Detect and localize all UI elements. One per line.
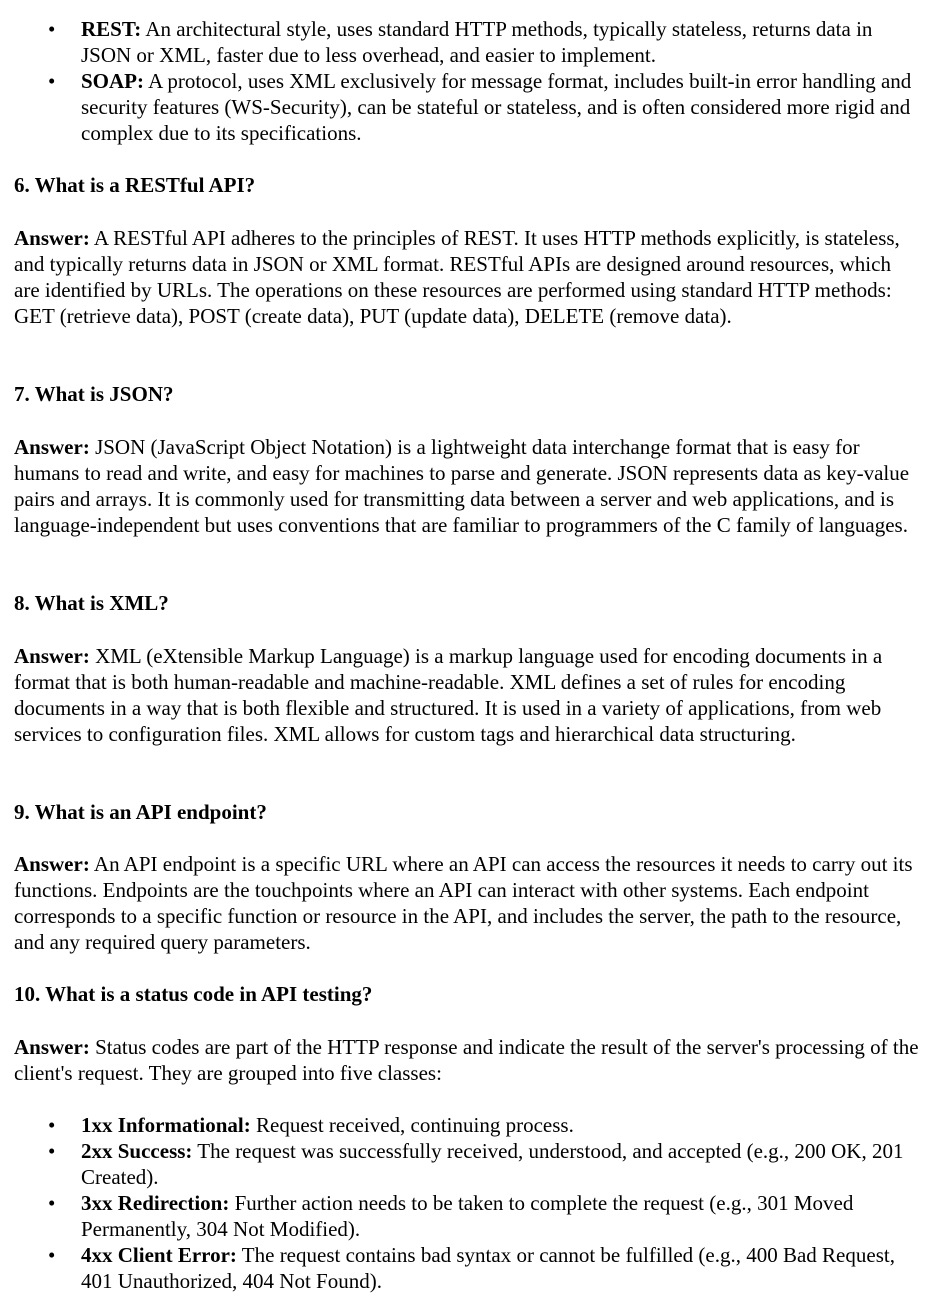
list-item-lead: 4xx Client Error:: [81, 1243, 237, 1267]
answer-label: Answer:: [14, 435, 90, 459]
list-item-lead: 2xx Success:: [81, 1139, 193, 1163]
list-item-text: The request was successfully received, understood, and accepted (e.g., 200 OK, 201 Created).: [81, 1139, 904, 1189]
list-item: [14, 16, 919, 68]
answer-text: XML (eXtensible Markup Language) is a markup language used for encoding documents in a format that is both human-readable and machine-readable. XML defines a set of rules for encoding documents in a way that is both flexible and structured. It is used in a variety of applications, from web services to configuration files. XML allows for custom tags and hierarchical data structuring.: [14, 644, 883, 746]
list-item: [14, 1138, 919, 1190]
list-item-text: Further action needs to be taken to complete the request (e.g., 301 Moved Permanently, 304 Not Modified).: [81, 1191, 854, 1241]
status-code-list: [14, 1112, 919, 1294]
answer-label: Answer:: [14, 644, 90, 668]
list-item-text: An architectural style, uses standard HTTP methods, typically stateless, returns data in JSON or XML, faster due to less overhead, and easier to implement.: [81, 17, 873, 67]
list-item: [14, 68, 919, 146]
question-heading: 7. What is JSON?: [14, 382, 174, 406]
list-item-lead: SOAP:: [81, 69, 144, 93]
question-heading: 8. What is XML?: [14, 591, 169, 615]
answer-paragraph: [14, 643, 919, 747]
rest-soap-list: [14, 16, 919, 146]
answer-text: Status codes are part of the HTTP response and indicate the result of the server's processing of the client's request. They are grouped into five classes:: [14, 1035, 919, 1085]
question-heading: 9. What is an API endpoint?: [14, 800, 267, 824]
answer-label: Answer:: [14, 852, 90, 876]
list-item-lead: 3xx Redirection:: [81, 1191, 230, 1215]
list-item-text: Request received, continuing process.: [250, 1113, 574, 1137]
question-heading: 6. What is a RESTful API?: [14, 173, 256, 197]
answer-paragraph: [14, 1034, 919, 1086]
list-item-text: A protocol, uses XML exclusively for message format, includes built-in error handling and security features (WS-Security), can be stateful or stateless, and is often considered more rigid and complex due to its specifications.: [81, 69, 912, 145]
answer-label: Answer:: [14, 226, 90, 250]
list-item-lead: REST:: [81, 17, 142, 41]
answer-text: An API endpoint is a specific URL where an API can access the resources it needs to carry out its functions. Endpoints are the touchpoints where an API can interact with other systems. Each endpoint corresponds to a specific function or resource in the API, and includes the server, the path to the resource, and any required query parameters.: [14, 852, 913, 954]
answer-paragraph: [14, 851, 919, 955]
list-item-lead: 1xx Informational:: [81, 1113, 251, 1137]
question-heading: 10. What is a status code in API testing?: [14, 982, 373, 1006]
list-item: [14, 1190, 919, 1242]
list-item: [14, 1112, 919, 1138]
list-item: [14, 1242, 919, 1294]
answer-text: A RESTful API adheres to the principles of REST. It uses HTTP methods explicitly, is stateless, and typically returns data in JSON or XML format. RESTful APIs are designed around resources, which are identified by URLs. The operations on these resources are performed using standard HTTP methods: GET (retrieve data), POST (create data), PUT (update data), DELETE (remove data).: [14, 226, 900, 328]
answer-paragraph: [14, 434, 919, 538]
answer-text: JSON (JavaScript Object Notation) is a lightweight data interchange format that is easy for humans to read and write, and easy for machines to parse and generate. JSON represents data as key-value pairs and arrays. It is commonly used for transmitting data between a server and web applications, and is language-independent but uses conventions that are familiar to programmers of the C family of languages.: [14, 435, 910, 537]
answer-label: Answer:: [14, 1035, 90, 1059]
list-item-text: The request contains bad syntax or cannot be fulfilled (e.g., 400 Bad Request, 401 Unauthorized, 404 Not Found).: [81, 1243, 895, 1293]
answer-paragraph: [14, 225, 919, 329]
